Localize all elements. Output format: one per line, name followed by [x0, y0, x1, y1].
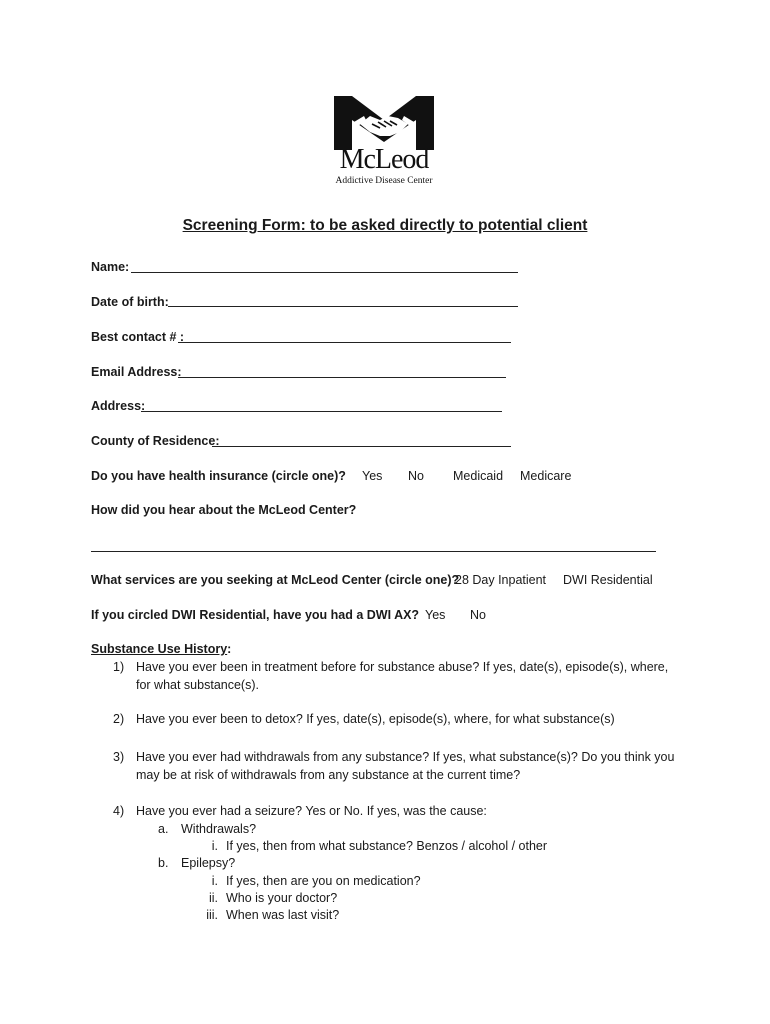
- q4b-iii-text: When was last visit?: [226, 908, 340, 922]
- handshake-logo-icon: [330, 94, 438, 150]
- contact-input-line[interactable]: [178, 342, 511, 343]
- q2-text: Have you ever been to detox? If yes, date(s), episode(s), where, for what substance(s): [136, 712, 615, 726]
- county-input-line[interactable]: [212, 446, 511, 447]
- county-label: County of Residence:: [91, 434, 220, 448]
- dwi-option-no[interactable]: No: [470, 608, 486, 622]
- q4b-i-marker: i.: [211, 874, 218, 888]
- hear-question: How did you hear about the McLeod Center?: [91, 503, 357, 517]
- dwi-option-yes[interactable]: Yes: [425, 608, 446, 622]
- q4a-i-text: If yes, then from what substance? Benzos / alcohol / other: [226, 839, 548, 853]
- q4b-i-text: If yes, then are you on medication?: [226, 874, 421, 888]
- q4b-text: Epilepsy?: [181, 856, 236, 870]
- insurance-option-medicaid[interactable]: Medicaid: [453, 469, 504, 483]
- logo-name: McLeod: [339, 144, 429, 175]
- name-label: Name:: [91, 260, 130, 274]
- q4b-iii-marker: iii.: [206, 908, 218, 922]
- logo-subtitle: Addictive Disease Center: [335, 176, 433, 186]
- insurance-question: Do you have health insurance (circle one)?: [91, 469, 346, 483]
- history-heading-text: Substance Use History: [91, 642, 228, 656]
- q3-text-line1: Have you ever had withdrawals from any substance? If yes, what substance(s)? Do you think you: [136, 750, 675, 764]
- q3-number: 3): [113, 750, 125, 764]
- email-input-line[interactable]: [178, 377, 506, 378]
- q1-number: 1): [113, 660, 125, 674]
- services-option-28-day[interactable]: 28 Day Inpatient: [455, 573, 547, 587]
- q4a-text: Withdrawals?: [181, 822, 257, 836]
- q2-number: 2): [113, 712, 125, 726]
- services-option-dwi[interactable]: DWI Residential: [563, 573, 653, 587]
- name-input-line[interactable]: [131, 272, 518, 273]
- form-title: Screening Form: to be asked directly to potential client: [182, 217, 588, 234]
- address-label: Address:: [91, 399, 146, 413]
- q4-number: 4): [113, 804, 125, 818]
- q4b-ii-marker: ii.: [208, 891, 218, 905]
- q1-text-line1: Have you ever been in treatment before for substance abuse? If yes, date(s), episode(s), where,: [136, 660, 669, 674]
- address-input-line[interactable]: [141, 411, 502, 412]
- services-question: What services are you seeking at McLeod Center (circle one)?: [91, 573, 460, 587]
- q4b-marker: b.: [158, 856, 169, 870]
- email-label: Email Address:: [91, 365, 182, 379]
- dob-label: Date of birth:: [91, 295, 169, 309]
- q4-text: Have you ever had a seizure? Yes or No. If yes, was the cause:: [136, 804, 487, 818]
- insurance-option-yes[interactable]: Yes: [362, 469, 383, 483]
- history-heading-colon: :: [227, 642, 232, 656]
- q4a-i-marker: i.: [211, 839, 218, 853]
- q4b-ii-text: Who is your doctor?: [226, 891, 338, 905]
- dob-input-line[interactable]: [168, 306, 518, 307]
- insurance-option-no[interactable]: No: [408, 469, 424, 483]
- q4a-marker: a.: [158, 822, 169, 836]
- history-heading: [91, 642, 231, 656]
- contact-label: Best contact # :: [91, 330, 185, 344]
- dwi-question: If you circled DWI Residential, have you had a DWI AX?: [91, 608, 420, 622]
- hear-input-line[interactable]: [91, 551, 656, 552]
- mcleod-logo: [330, 94, 438, 190]
- q1-text-line2: for what substance(s).: [136, 678, 259, 692]
- q3-text-line2: may be at risk of withdrawals from any substance at the current time?: [136, 768, 521, 782]
- insurance-option-medicare[interactable]: Medicare: [520, 469, 572, 483]
